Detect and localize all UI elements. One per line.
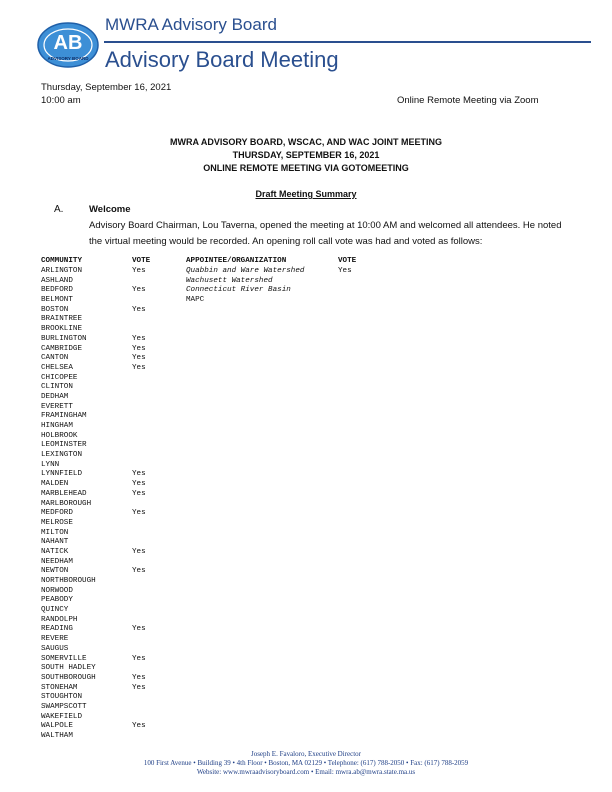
community-name: SWAMPSCOTT	[41, 702, 87, 711]
community-vote	[132, 374, 172, 384]
appointee-name: Wachusett Watershed	[186, 276, 273, 285]
community-name: MARLBOROUGH	[41, 499, 92, 508]
community-vote	[132, 538, 172, 548]
heading-line-2: THURSDAY, SEPTEMBER 16, 2021	[232, 150, 380, 160]
community-name: QUINCY	[41, 606, 69, 615]
community-vote: Yes	[132, 334, 146, 343]
community-name: BRAINTREE	[41, 315, 83, 324]
community-vote: Yes	[132, 267, 146, 275]
logo	[37, 22, 99, 68]
appointee-vote	[338, 277, 378, 287]
community-name: STOUGHTON	[41, 693, 83, 702]
header-appointee: APPOINTEE/ORGANIZATION	[186, 257, 287, 265]
community-name: STONEHAM	[41, 683, 78, 692]
meeting-time: 10:00 am	[41, 95, 81, 106]
appointee-name: MAPC	[186, 296, 205, 305]
community-vote	[132, 635, 172, 645]
community-name: SOUTHBOROUGH	[41, 673, 96, 682]
header-vote-2: VOTE	[338, 257, 357, 265]
community-vote: Yes	[132, 654, 146, 663]
logo-text: ADVISORY BOARD	[47, 56, 89, 61]
appointee-name: Quabbin and Ware Watershed	[186, 267, 305, 275]
logo-letters: AB	[53, 32, 83, 54]
community-name: LYNN	[41, 460, 60, 469]
community-name: LYNNFIELD	[41, 470, 83, 479]
community-vote	[132, 529, 172, 539]
community-vote	[132, 500, 172, 510]
community-vote: Yes	[132, 625, 146, 634]
community-vote: Yes	[132, 673, 146, 682]
community-name: NORWOOD	[41, 586, 73, 595]
community-name: WALTHAM	[41, 732, 73, 740]
community-vote: Yes	[132, 286, 146, 295]
community-name: BELMONT	[41, 296, 73, 305]
community-name: HINGHAM	[41, 422, 73, 430]
community-name: READING	[41, 625, 73, 634]
community-vote: Yes	[132, 470, 146, 479]
community-vote: Yes	[132, 567, 146, 576]
community-name: MELROSE	[41, 518, 73, 527]
header-community: COMMUNITY	[41, 257, 83, 265]
section-title: Welcome	[89, 204, 131, 215]
community-vote: Yes	[132, 683, 146, 692]
community-vote: Yes	[132, 344, 146, 353]
appointee-vote	[338, 286, 378, 296]
community-vote: Yes	[132, 480, 146, 489]
community-name: CLINTON	[41, 383, 73, 392]
org-name: MWRA Advisory Board	[105, 15, 277, 34]
community-name: BOSTON	[41, 305, 69, 314]
community-vote	[132, 645, 172, 655]
community-name: EVERETT	[41, 402, 73, 411]
community-name: ARLINGTON	[41, 267, 83, 275]
community-vote: Yes	[132, 489, 146, 498]
community-vote	[132, 616, 172, 626]
footer-director: Joseph E. Favaloro, Executive Director	[250, 750, 362, 758]
community-name: BEDFORD	[41, 286, 73, 295]
community-name: NORTHBOROUGH	[41, 577, 96, 585]
header-vote: VOTE	[132, 257, 151, 265]
meeting-location: Online Remote Meeting via Zoom	[397, 95, 539, 106]
community-vote: Yes	[132, 509, 146, 518]
community-name: DEDHAM	[41, 392, 69, 401]
community-name: SAUGUS	[41, 644, 69, 653]
community-vote	[132, 703, 172, 713]
community-name: NEEDHAM	[41, 557, 73, 566]
community-vote	[132, 664, 172, 674]
community-vote	[132, 325, 172, 335]
community-name: CHICOPEE	[41, 373, 78, 382]
community-vote	[132, 732, 172, 742]
community-list	[41, 267, 133, 742]
header-rule	[104, 41, 591, 43]
community-name: WAKEFIELD	[41, 712, 83, 721]
community-vote	[132, 315, 172, 325]
appointee-vote: Yes	[338, 267, 352, 275]
community-name: LEXINGTON	[41, 451, 83, 460]
community-vote	[132, 432, 172, 442]
community-vote	[132, 412, 172, 422]
community-name: BURLINGTON	[41, 334, 87, 343]
community-vote	[132, 587, 172, 597]
heading-line-3: ONLINE REMOTE MEETING VIA GOTOMEETING	[203, 163, 409, 173]
community-vote	[132, 519, 172, 529]
community-vote	[132, 606, 172, 616]
community-name: RANDOLPH	[41, 615, 78, 624]
community-vote	[132, 558, 172, 568]
appointee-vote-list	[338, 267, 378, 306]
community-name: PEABODY	[41, 596, 73, 605]
welcome-paragraph: Advisory Board Chairman, Lou Taverna, opened the meeting at 10:00 AM and welcomed all attendees. He noted the virtual meeting would be recorded. An opening roll call vote was had and voted as follows:	[89, 220, 562, 247]
community-name: CANTON	[41, 354, 69, 363]
community-vote	[132, 296, 172, 306]
community-vote: Yes	[132, 363, 146, 372]
community-name: WALPOLE	[41, 722, 73, 731]
community-vote: Yes	[132, 305, 146, 314]
community-name: NATICK	[41, 547, 69, 556]
community-vote: Yes	[132, 722, 146, 731]
community-vote	[132, 393, 172, 403]
community-vote: Yes	[132, 354, 146, 363]
appointee-vote	[338, 296, 378, 306]
footer-contact: Website: www.mwraadvisoryboard.com • Email: mwra.ab@mwra.state.ma.us	[196, 768, 416, 776]
community-name: NAHANT	[41, 538, 69, 547]
community-name: CAMBRIDGE	[41, 344, 83, 353]
footer-address: 100 First Avenue • Building 39 • 4th Floor • Boston, MA 02129 • Telephone: (617) 788-2050 • Fax: (617) 788-2059	[143, 759, 469, 767]
community-vote	[132, 461, 172, 471]
community-name: LEOMINSTER	[41, 441, 87, 450]
community-name: MALDEN	[41, 480, 69, 489]
community-name: CHELSEA	[41, 363, 73, 372]
appointee-name: Connecticut River Basin	[186, 286, 291, 295]
community-name: HOLBROOK	[41, 431, 78, 440]
summary-subtitle: Draft Meeting Summary	[255, 189, 357, 199]
meeting-date: Thursday, September 16, 2021	[41, 82, 172, 93]
community-name: MILTON	[41, 528, 69, 537]
community-name: MARBLEHEAD	[41, 489, 87, 498]
community-name: ASHLAND	[41, 276, 73, 285]
appointee-list	[186, 267, 336, 306]
community-vote	[132, 422, 172, 432]
community-name: MEDFORD	[41, 509, 73, 518]
community-vote	[132, 577, 172, 587]
community-name: SOUTH HADLEY	[41, 664, 96, 673]
section-letter: A.	[54, 204, 64, 215]
community-name: BROOKLINE	[41, 325, 83, 334]
community-vote: Yes	[132, 547, 146, 556]
community-vote	[132, 441, 172, 451]
vote-list	[132, 267, 172, 742]
community-vote	[132, 596, 172, 606]
community-name: NEWTON	[41, 567, 69, 576]
community-name: REVERE	[41, 635, 69, 644]
community-name: FRAMINGHAM	[41, 412, 87, 421]
community-vote	[132, 403, 172, 413]
community-vote	[132, 277, 172, 287]
community-vote	[132, 713, 172, 723]
community-vote	[132, 383, 172, 393]
meeting-title: Advisory Board Meeting	[105, 47, 339, 72]
heading-line-1: MWRA ADVISORY BOARD, WSCAC, AND WAC JOINT MEETING	[170, 137, 442, 147]
community-vote	[132, 693, 172, 703]
community-vote	[132, 451, 172, 461]
community-name: SOMERVILLE	[41, 654, 87, 663]
